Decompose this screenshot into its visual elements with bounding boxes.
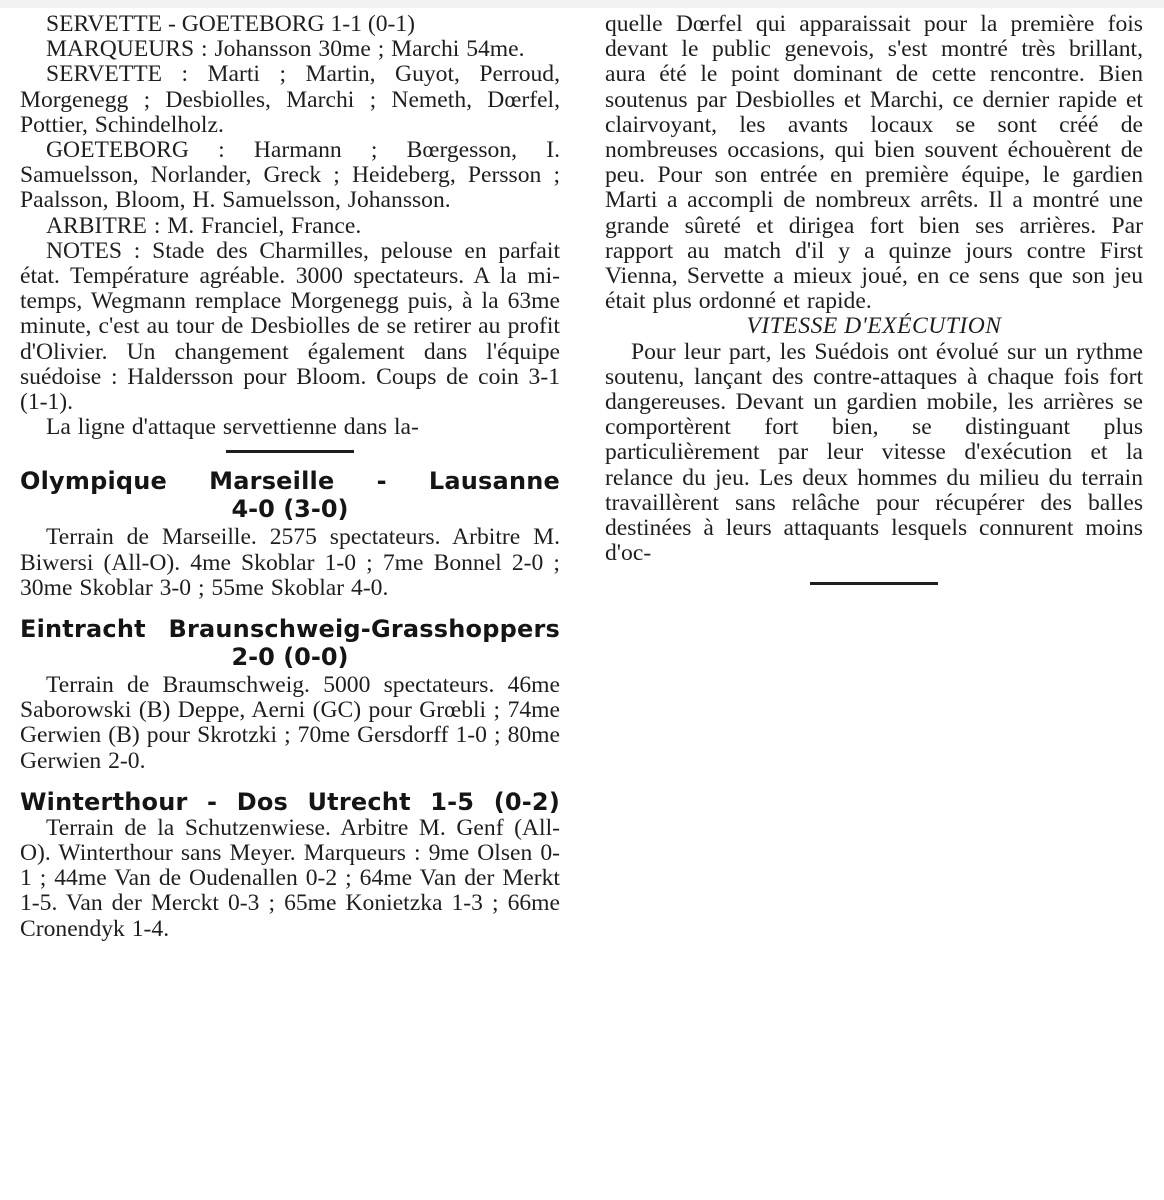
scan-top-band xyxy=(0,0,1164,8)
match-headline: SERVETTE - GOETEBORG 1-1 (0-1) xyxy=(46,11,415,37)
left-column xyxy=(20,12,560,942)
match-score: 2-0 (0-0) xyxy=(231,643,349,672)
servette-lineup-paragraph: SERVETTE : Marti ; Martin, Guyot, Perroud, Morgenegg ; Desbiolles, Marchi ; Nemeth, Dœrfel, Pottier, Schindelholz. xyxy=(20,61,560,138)
subheading: VITESSE D'EXÉCUTION xyxy=(746,313,1002,340)
spacer xyxy=(20,774,560,788)
spacer xyxy=(20,601,560,615)
servette-goeteborg-report xyxy=(20,12,560,440)
match-title: Olympique Marseille - Lausanne xyxy=(20,467,560,496)
report-continuation: quelle Dœrfel qui apparaissait pour la première fois devant le public genevois, s'est montré très brillant, aura été le point dominant de cette rencontre. Bien soutenus par Desbiolles et Marchi, ce dernier rapide et clairvoyant, les avants locaux se sont créé de nombreuses occasions, qui bien souvent échouèrent de peu. Pour son entrée en première équipe, le gardien Marti a accompli de nombreux arrêts. Il a montré une grande sûreté et dirigea fort bien ses arrières. Par rapport au match d'il y a quinze jours contre First Vienna, Servette a mieux joué, en ce sens que son jeu était plus ordonné et rapide. xyxy=(605,11,1143,315)
referee-paragraph: ARBITRE : M. Franciel, France. xyxy=(46,212,362,239)
right-column xyxy=(605,12,1143,585)
notes-paragraph: NOTES : Stade des Charmilles, pelouse en parfait état. Température agréable. 3000 spectateurs. A la mi-temps, Wegmann remplace Morgenegg puis, à la 63me minute, c'est au tour de Desbiolles de se retirer au profit d'Olivier. Un changement également dans l'équipe suédoise : Haldersson pour Bloom. Coups de coin 3-1 (1-1). xyxy=(20,237,560,416)
match-report-marseille-lausanne xyxy=(20,467,560,601)
section-divider xyxy=(810,582,938,585)
match-summary: Terrain de Marseille. 2575 spectateurs. Arbitre M. Biwersi (All-O). 4me Skoblar 1-0 ; 7me Bonnel 2-0 ; 30me Skoblar 3-0 ; 55me Skoblar 4-0. xyxy=(20,524,560,601)
match-title: Eintracht Braunschweig-Grasshoppers xyxy=(20,615,560,644)
scorers-paragraph: MARQUEURS : Johansson 30me ; Marchi 54me. xyxy=(46,36,525,63)
match-report-braunschweig-grasshoppers xyxy=(20,615,560,774)
match-report-winterthour-utrecht xyxy=(20,788,560,942)
match-summary: Terrain de Braumschweig. 5000 spectateurs. 46me Saborowski (B) Deppe, Aerni (GC) pour Grœbli ; 74me Gerwien (B) pour Skrotzki ; 70me Gersdorff 1-0 ; 80me Gerwien 2-0. xyxy=(20,672,560,774)
match-title: Winterthour - Dos Utrecht 1-5 (0-2) xyxy=(20,787,560,816)
match-summary: Terrain de la Schutzenwiese. Arbitre M. Genf (All-O). Winterthour sans Meyer. Marqueurs : 9me Olsen 0-1 ; 44me Van de Oudenallen 0-2 ; 64me Van der Merkt 1-5. Van der Merckt 0-3 ; 65me Konietzka 1-3 ; 66me Cronendyk 1-4. xyxy=(20,814,560,942)
goeteborg-lineup-paragraph: GOETEBORG : Harmann ; Bœrgesson, I. Samuelsson, Norlander, Greck ; Heideberg, Persson ; Paalsson, Bloom, H. Samuelsson, Johansson. xyxy=(20,137,560,214)
match-score: 4-0 (3-0) xyxy=(231,495,349,524)
attack-line-paragraph: La ligne d'attaque servettienne dans la- xyxy=(46,414,419,441)
section-divider xyxy=(226,450,354,453)
swedish-team-paragraph: Pour leur part, les Suédois ont évolué sur un rythme soutenu, lançant des contre-attaques à chaque fois fort dangereuses. Devant un gardien mobile, les arrières se comportèrent fort bien, se distinguant plus particulièrement par leur vitesse d'exécution et la relance du jeu. Les deux hommes du milieu du terrain travaillèrent sans relâche pour récupérer des balles destinées à leurs attaquants lesquels connurent moins d'oc- xyxy=(605,338,1143,567)
